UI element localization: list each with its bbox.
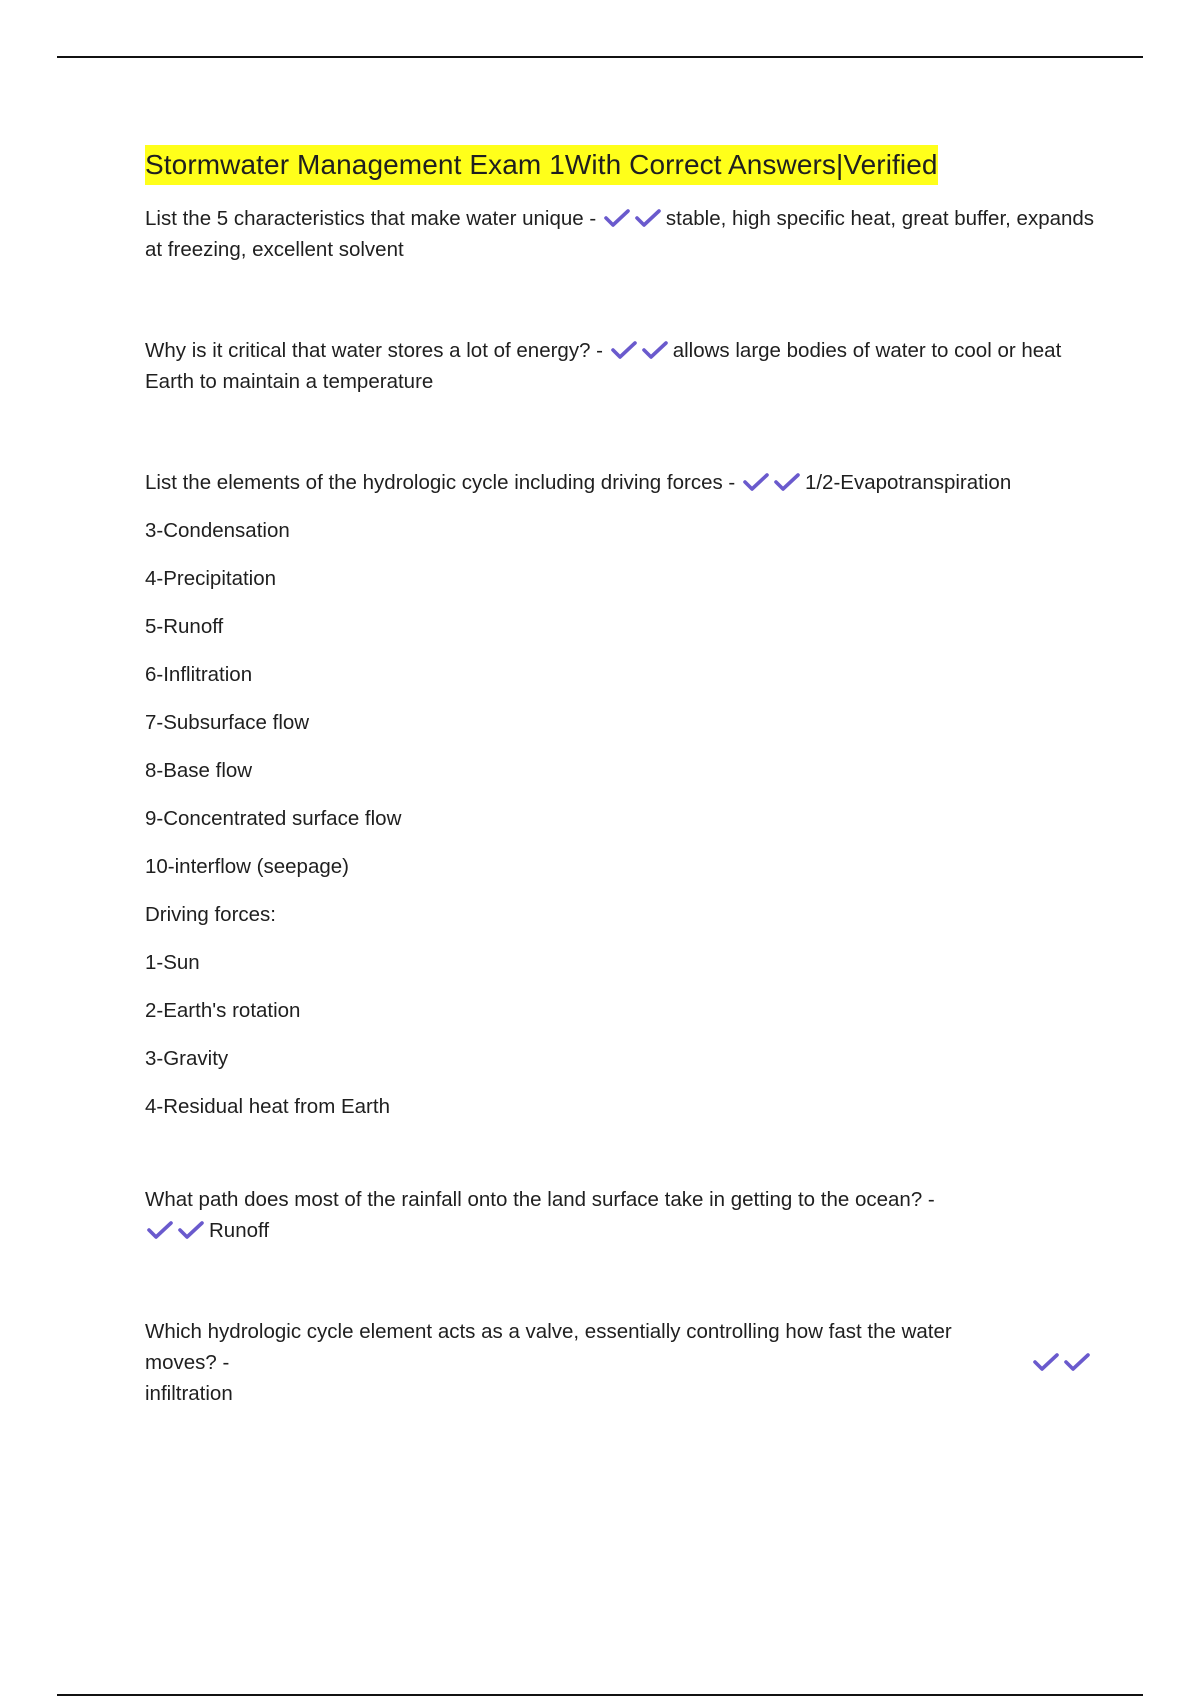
bottom-rule — [57, 1694, 1143, 1696]
list-item: 1-Sun — [145, 951, 200, 974]
question-text: Which hydrologic cycle element acts as a valve, essentially controlling how fast the water moves? - — [145, 1320, 952, 1374]
answer-text: allows large bodies of water to cool or heat Earth to maintain a temperature — [145, 339, 1062, 393]
answer-text: infiltration — [145, 1382, 233, 1405]
answer-text: stable, high specific heat, great buffer, expands at freezing, excellent solvent — [145, 207, 1095, 261]
hydrologic-list — [145, 516, 1105, 1122]
list-item: 4-Residual heat from Earth — [145, 1095, 390, 1118]
list-item: 10-interflow (seepage) — [145, 855, 349, 878]
qa-item-5 — [145, 1316, 1105, 1409]
list-item: 4-Precipitation — [145, 567, 277, 590]
double-check-icon — [743, 472, 801, 492]
qa-text — [145, 1316, 1105, 1409]
list-item: 9-Concentrated surface flow — [145, 807, 402, 830]
qa-item-3 — [145, 467, 1105, 1122]
answer-text: Runoff — [209, 1219, 270, 1242]
list-item: 2-Earth's rotation — [145, 999, 301, 1022]
qa-text — [145, 335, 1105, 397]
list-item: Driving forces: — [145, 903, 277, 926]
list-item: 8-Base flow — [145, 759, 253, 782]
list-item: 7-Subsurface flow — [145, 711, 310, 734]
question-text: Why is it critical that water stores a lot of energy? - — [145, 339, 603, 362]
question-text: List the 5 characteristics that make water unique - — [145, 207, 597, 230]
qa-item-4 — [145, 1184, 1105, 1246]
top-rule — [57, 56, 1143, 58]
list-item: 3-Gravity — [145, 1047, 229, 1070]
question-text: What path does most of the rainfall onto the land surface take in getting to the ocean? - — [145, 1188, 935, 1211]
double-check-icon — [604, 208, 662, 228]
qa-text — [145, 1184, 1105, 1246]
list-item: 5-Runoff — [145, 615, 224, 638]
list-item: 6-Inflitration — [145, 663, 253, 686]
list-item: 3-Condensation — [145, 519, 290, 542]
qa-item-1 — [145, 203, 1105, 265]
double-check-icon — [611, 340, 669, 360]
question-text: List the elements of the hydrologic cycle including driving forces - — [145, 471, 736, 494]
qa-item-2 — [145, 335, 1105, 397]
answer-text: 1/2-Evapotranspiration — [804, 471, 1012, 494]
qa-text — [145, 467, 1105, 498]
double-check-icon — [1033, 1352, 1091, 1372]
qa-text — [145, 203, 1105, 265]
double-check-icon — [147, 1220, 205, 1240]
document-title: Stormwater Management Exam 1With Correct Answers|Verified — [145, 145, 938, 185]
document-body — [145, 145, 1105, 1409]
